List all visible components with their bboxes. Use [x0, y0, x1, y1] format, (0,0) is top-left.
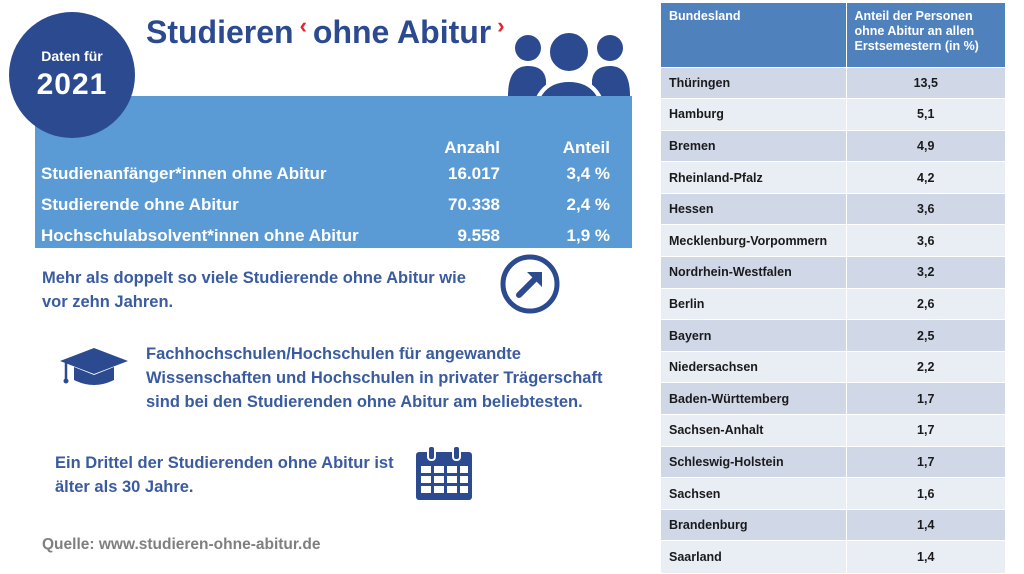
- table-row: [661, 288, 1005, 320]
- table-cell-state: Mecklenburg-Vorpommern: [661, 225, 846, 257]
- table-row: [661, 351, 1005, 383]
- stats-row-label: Hochschulabsolvent*innen ohne Abitur: [41, 226, 359, 245]
- stats-row-label: Studienanfänger*innen ohne Abitur: [41, 164, 327, 183]
- table-cell-state: Hessen: [661, 193, 846, 225]
- table-row: [661, 99, 1005, 131]
- stats-row: [35, 226, 632, 256]
- page-title: [146, 14, 511, 51]
- state-table-grid: [661, 3, 1005, 573]
- table-cell-value: 3,2: [846, 257, 1005, 289]
- stats-row: [35, 164, 632, 194]
- fact-universities: Fachhochschulen/Hochschulen für angewandte Wissenschaften und Hochschulen in privater Trägerschaft sind bei den Studierenden ohne Abitur am beliebtesten.: [146, 345, 603, 411]
- table-cell-state: Baden-Württemberg: [661, 383, 846, 415]
- table-cell-state: Sachsen: [661, 478, 846, 510]
- table-cell-state: Bayern: [661, 320, 846, 352]
- table-row: [661, 509, 1005, 541]
- table-row: [661, 541, 1005, 573]
- stats-row-label: Studierende ohne Abitur: [41, 195, 239, 214]
- year-badge: [9, 12, 135, 138]
- table-cell-value: 1,4: [846, 509, 1005, 541]
- table-row: [661, 383, 1005, 415]
- table-cell-state: Hamburg: [661, 99, 846, 131]
- year-badge-year: 2021: [36, 68, 108, 101]
- table-cell-value: 2,2: [846, 351, 1005, 383]
- stats-header-count: Anzahl: [444, 138, 500, 157]
- table-cell-value: 1,6: [846, 478, 1005, 510]
- table-row: [661, 478, 1005, 510]
- chevron-right-icon: ›: [497, 12, 505, 38]
- table-cell-state: Schleswig-Holstein: [661, 446, 846, 478]
- year-badge-label: Daten für: [41, 48, 103, 64]
- stats-row-count: 16.017: [448, 164, 500, 183]
- table-row: [661, 67, 1005, 99]
- table-row: [661, 162, 1005, 194]
- table-cell-state: Thüringen: [661, 67, 846, 99]
- title-part2: ohne Abitur: [312, 14, 492, 50]
- arrow-up-right-icon: [500, 254, 560, 314]
- table-cell-state: Nordrhein-Westfalen: [661, 257, 846, 289]
- table-cell-value: 2,6: [846, 288, 1005, 320]
- stats-row-share: 2,4 %: [566, 195, 610, 214]
- stats-row-count: 70.338: [448, 195, 500, 214]
- table-row: [661, 193, 1005, 225]
- table-cell-value: 3,6: [846, 193, 1005, 225]
- table-row: [661, 446, 1005, 478]
- table-cell-value: 4,2: [846, 162, 1005, 194]
- table-cell-value: 1,4: [846, 541, 1005, 573]
- table-cell-state: Rheinland-Pfalz: [661, 162, 846, 194]
- table-cell-value: 4,9: [846, 130, 1005, 162]
- fact-age: Ein Drittel der Studierenden ohne Abitur ist älter als 30 Jahre.: [55, 454, 394, 496]
- table-cell-state: Berlin: [661, 288, 846, 320]
- table-cell-state: Bremen: [661, 130, 846, 162]
- table-row: [661, 415, 1005, 447]
- graduation-cap-icon: [58, 346, 130, 388]
- table-row: [661, 257, 1005, 289]
- stats-row-count: 9.558: [457, 226, 500, 245]
- fact-growth: Mehr als doppelt so viele Studierende ohne Abitur wie vor zehn Jahren.: [42, 269, 466, 311]
- table-cell-value: 13,5: [846, 67, 1005, 99]
- table-cell-state: Brandenburg: [661, 509, 846, 541]
- table-cell-value: 5,1: [846, 99, 1005, 131]
- stats-row-share: 1,9 %: [566, 226, 610, 245]
- stats-panel: [35, 96, 632, 248]
- stats-row-share: 3,4 %: [566, 164, 610, 183]
- table-header-state: Bundesland: [661, 3, 846, 67]
- table-cell-value: 3,6: [846, 225, 1005, 257]
- calendar-icon: [414, 444, 474, 502]
- table-row: [661, 225, 1005, 257]
- table-header-share: Anteil der Personen ohne Abitur an allen Erstsemestern (in %): [846, 3, 1005, 67]
- title-part1: Studieren: [146, 14, 294, 50]
- source-note: Quelle: www.studieren-ohne-abitur.de: [42, 536, 321, 553]
- state-table: [661, 3, 1005, 573]
- stats-row: [35, 195, 632, 225]
- table-cell-state: Niedersachsen: [661, 351, 846, 383]
- table-cell-value: 2,5: [846, 320, 1005, 352]
- chevron-left-icon: ‹: [299, 12, 307, 38]
- table-cell-value: 1,7: [846, 446, 1005, 478]
- table-row: [661, 130, 1005, 162]
- stats-header-share: Anteil: [562, 138, 610, 157]
- table-cell-state: Saarland: [661, 541, 846, 573]
- table-cell-state: Sachsen-Anhalt: [661, 415, 846, 447]
- table-cell-value: 1,7: [846, 415, 1005, 447]
- table-cell-value: 1,7: [846, 383, 1005, 415]
- table-row: [661, 320, 1005, 352]
- table-header-row: [661, 3, 1005, 67]
